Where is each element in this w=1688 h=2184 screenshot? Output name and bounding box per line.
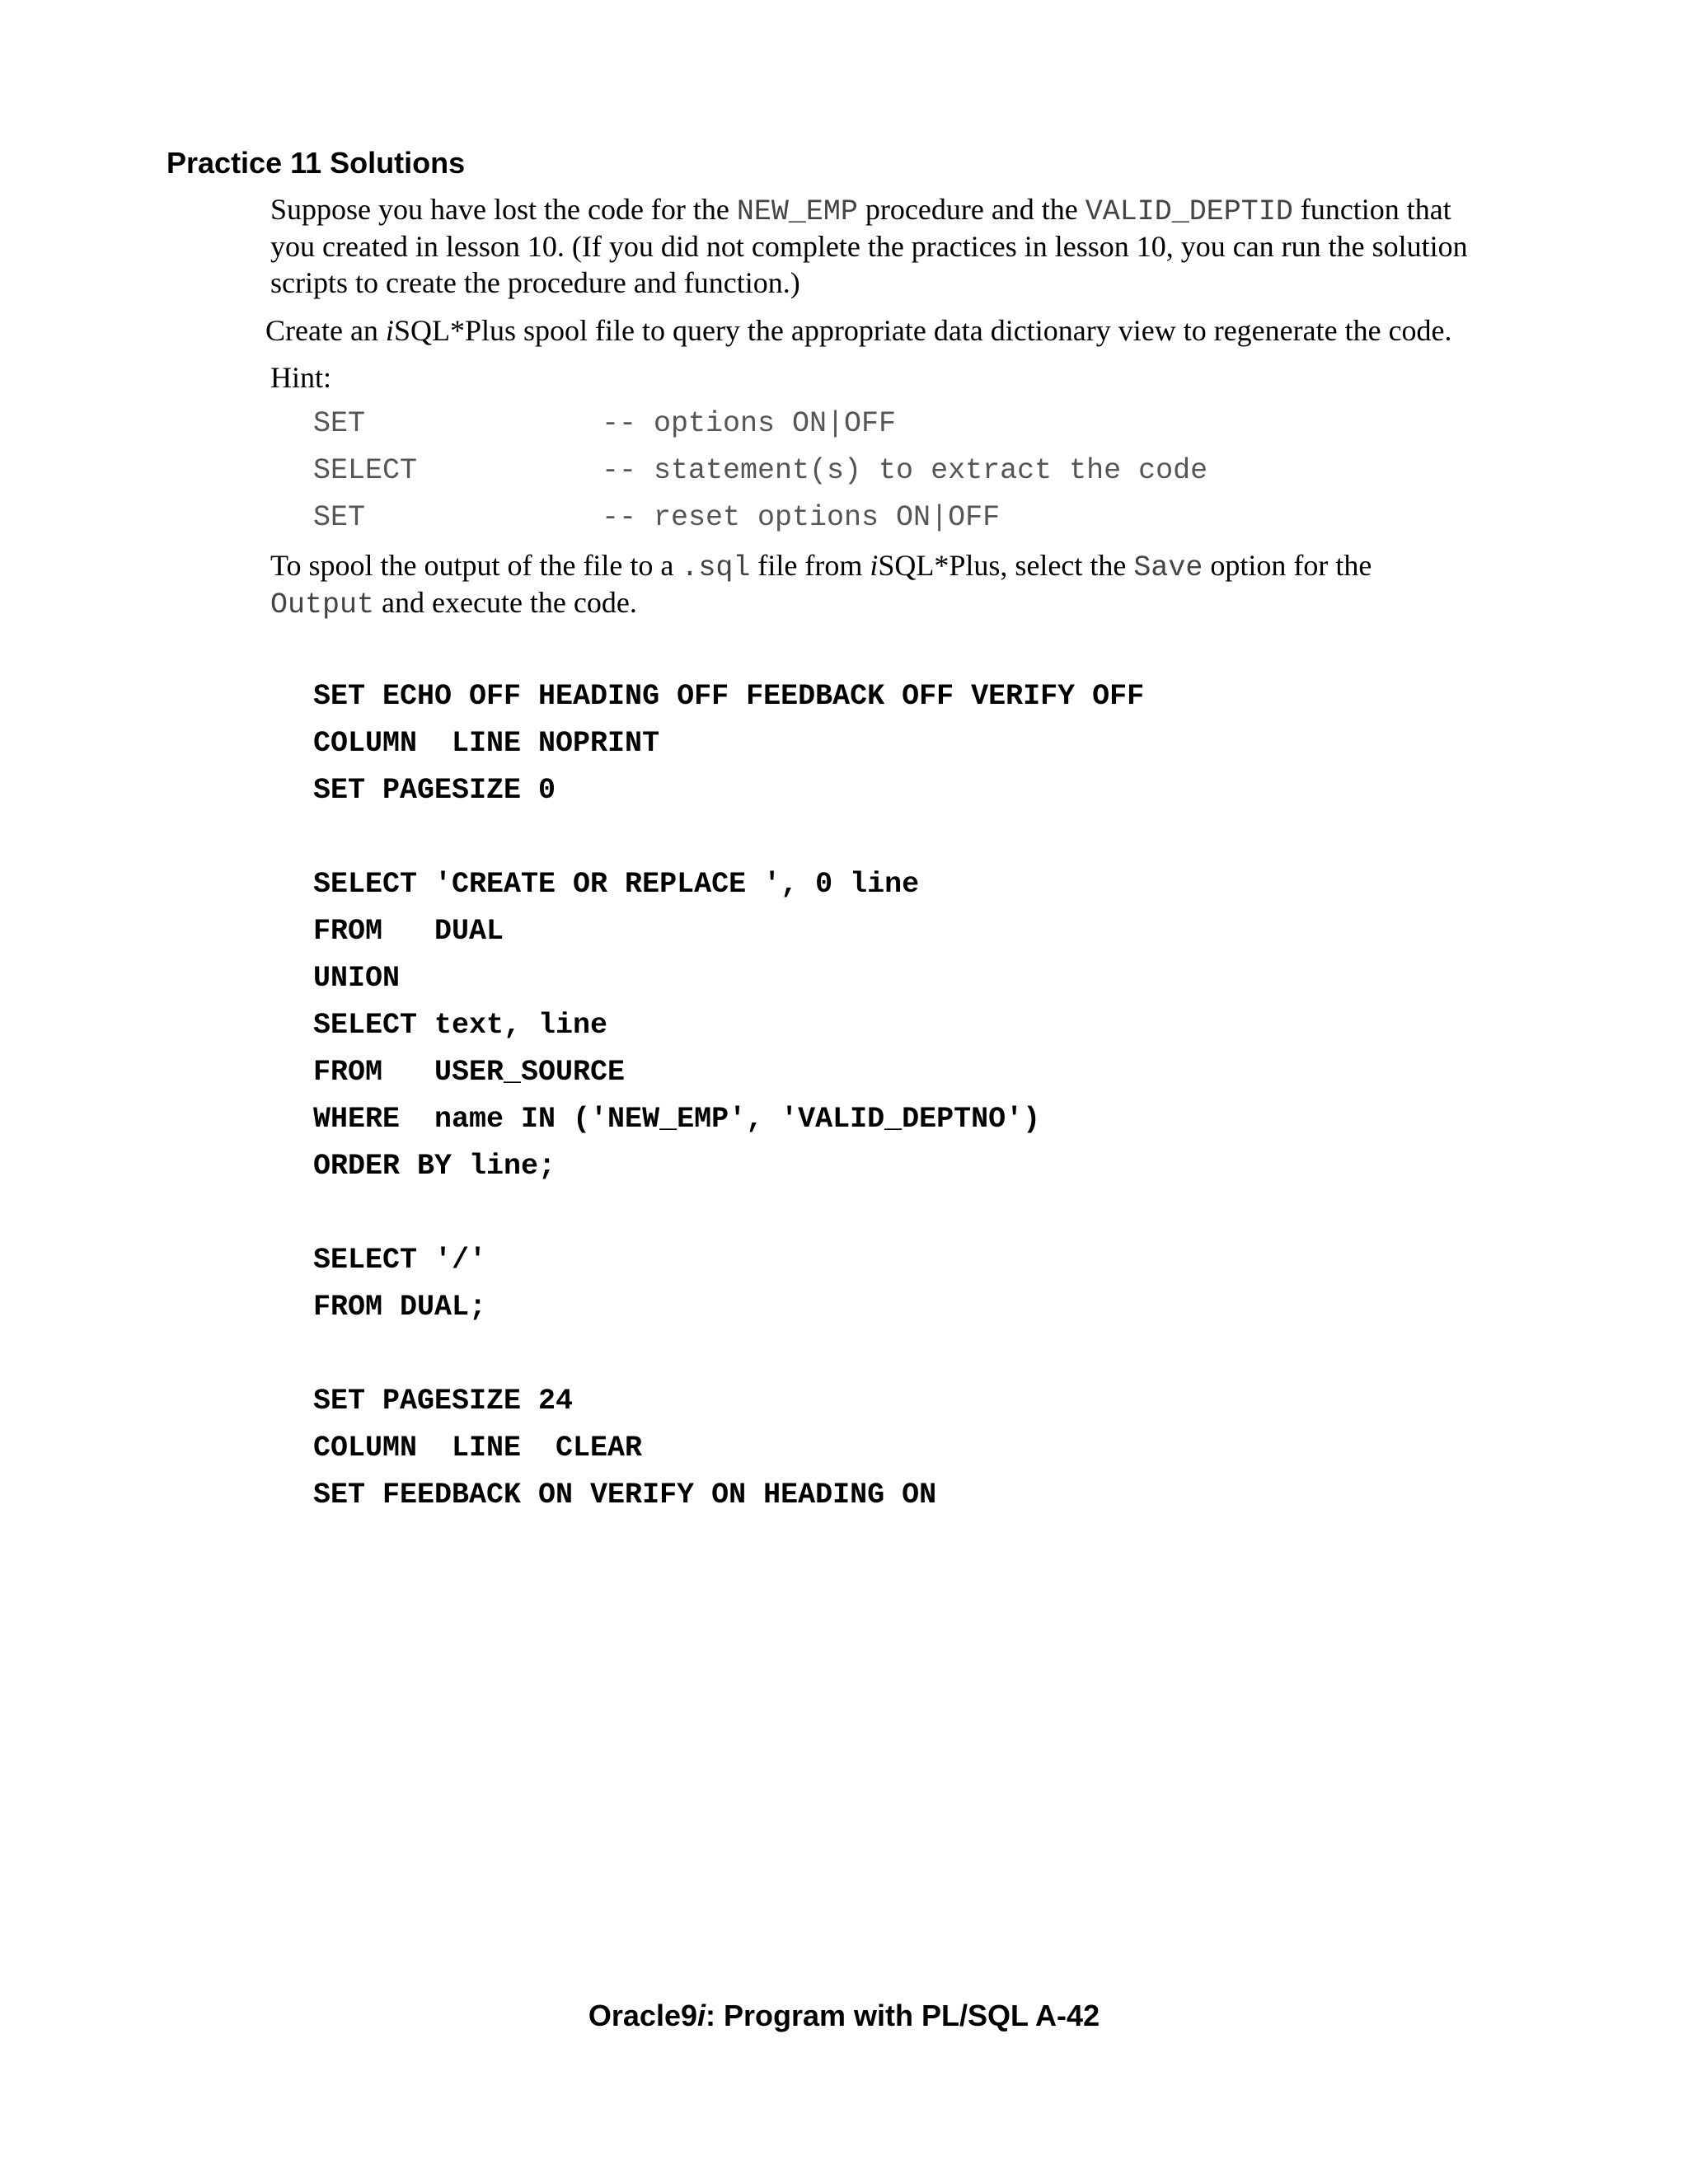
- code-line: SET FEEDBACK ON VERIFY ON HEADING ON: [313, 1479, 937, 1511]
- hint-keyword: SET: [313, 407, 366, 440]
- hint-keyword: SET: [313, 501, 366, 534]
- code-blank-line: [313, 819, 1144, 866]
- intro-paragraph-line-2: you created in lesson 10. (If you did not complete the practices in lesson 10, you can run the solution: [270, 230, 1468, 263]
- page-footer: [0, 1998, 1688, 2034]
- intro-paragraph-line-3: scripts to create the procedure and function.): [270, 266, 800, 299]
- footer-text: Oracle9: [588, 1999, 697, 2032]
- code-line: FROM DUAL: [313, 915, 504, 948]
- section-heading: Practice 11 Solutions: [166, 146, 466, 180]
- text: To spool the output of the file to a: [270, 549, 682, 582]
- code-line: COLUMN LINE CLEAR: [313, 1432, 643, 1465]
- text: option for the: [1203, 549, 1372, 582]
- code-line: COLUMN LINE NOPRINT: [313, 727, 660, 760]
- intro-paragraph-line-1: [270, 191, 1523, 231]
- code-line: SET PAGESIZE 24: [313, 1385, 574, 1418]
- code-line: FROM DUAL;: [313, 1291, 487, 1324]
- code-line: WHERE name IN ('NEW_EMP', 'VALID_DEPTNO'): [313, 1103, 1041, 1136]
- code-line: ORDER BY line;: [313, 1150, 556, 1183]
- code-line: SELECT text, line: [313, 1009, 608, 1042]
- italic-i: i: [385, 314, 394, 347]
- text: and execute the code.: [374, 586, 637, 619]
- code-blank-line: [313, 1195, 1144, 1242]
- hint-row: [313, 405, 896, 442]
- footer-italic-i: i: [697, 1999, 706, 2032]
- spool-paragraph-line-2: [270, 584, 1523, 624]
- text: file from: [750, 549, 870, 582]
- text: function that: [1292, 193, 1451, 226]
- code-function-name: VALID_DEPTID: [1085, 195, 1293, 228]
- sql-code-block: [313, 678, 1144, 1524]
- code-blank-line: [313, 1336, 1144, 1383]
- hint-row: [313, 499, 1000, 536]
- text: Create an: [265, 314, 386, 347]
- text: Suppose you have lost the code for the: [270, 193, 737, 226]
- code-line: SELECT '/': [313, 1244, 487, 1277]
- text: SQL*Plus, select the: [878, 549, 1134, 582]
- text: procedure and the: [857, 193, 1085, 226]
- code-line: SET PAGESIZE 0: [313, 774, 556, 807]
- text: SQL*Plus spool file to query the appropriate data dictionary view to regenerate the code.: [393, 314, 1452, 347]
- code-extension: .sql: [681, 551, 751, 584]
- code-line: SET ECHO OFF HEADING OFF FEEDBACK OFF VERIFY OFF: [313, 680, 1145, 713]
- code-output-option: Output: [270, 588, 375, 621]
- hint-comment: -- statement(s) to extract the code: [602, 454, 1208, 487]
- hint-keyword: SELECT: [313, 454, 418, 487]
- hint-label: Hint:: [270, 361, 332, 394]
- code-procedure-name: NEW_EMP: [736, 195, 858, 228]
- hint-row: [313, 452, 1207, 489]
- spool-paragraph-line-1: [270, 547, 1523, 587]
- code-save-option: Save: [1133, 551, 1203, 584]
- hint-comment: -- options ON|OFF: [602, 407, 897, 440]
- code-line: FROM USER_SOURCE: [313, 1056, 626, 1089]
- footer-text: : Program with PL/SQL A-42: [706, 1999, 1100, 2032]
- italic-i: i: [870, 549, 879, 582]
- code-line: SELECT 'CREATE OR REPLACE ', 0 line: [313, 868, 920, 901]
- hint-comment: -- reset options ON|OFF: [602, 501, 1001, 534]
- task-paragraph: [265, 312, 1518, 349]
- code-line: UNION: [313, 962, 401, 995]
